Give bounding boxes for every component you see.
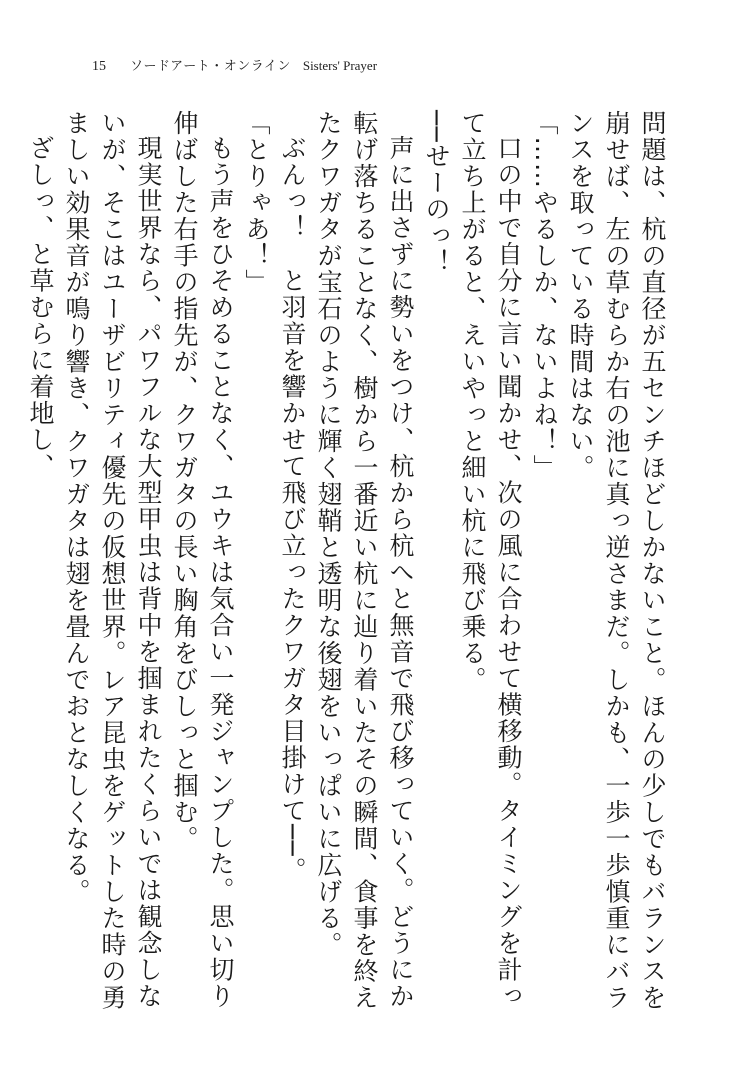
paragraph: 口の中で自分に言い聞かせ、次の風に合わせて横移動。タイミングを計って立ち上がると、えいやっと細い杭に飛び乗る。 (458, 110, 523, 1010)
paragraph: ざしっ、と草むらに着地し、 (26, 135, 55, 480)
book-title: ソードアート・オンライン (130, 59, 291, 74)
paragraph: 問題は、杭の直径が五センチほどしかないこと。ほんの少しでもバランスを崩せば、左の草むらか右の池に真っ逆さまだ。しかも、一歩一歩慎重にバランスを取っている時間はない。 (566, 110, 667, 1011)
paragraph: 「……やるしか、ないよね！」 (530, 110, 559, 481)
paragraph: 現実世界なら、パワフルな大型甲虫は背中を掴まれたくらいでは観念しないが、そこはユーザビリティ優先の仮想世界。レア昆虫をゲットした時の勇ましい効果音が鳴り響き、クワガタは翅を畳んでおとなしくなる。 (62, 110, 163, 1011)
page-number: 15 (92, 59, 106, 74)
paragraph: ──せーのっ！ (422, 110, 451, 276)
paragraph: もう声をひそめることなく、ユウキは気合い一発ジャンプした。思い切り伸ばした右手の指先が、クワガタの長い胸角をびしっと掴む。 (170, 110, 235, 1010)
running-header (92, 55, 377, 75)
paragraph: ぶんっ！ と羽音を響かせて飛び立ったクワガタ目掛けて──。 (278, 135, 307, 884)
vertical-body-text (26, 110, 670, 1025)
paragraph: 声に出さずに勢いをつけ、杭から杭へと無音で飛び移っていく。どうにか転げ落ちることなく、樹から一番近い杭に辿り着いたその瞬間、食事を終えたクワガタが宝石のように輝く翅鞘と透明な後翅をいっぱいに広げる。 (314, 110, 415, 1011)
paragraph: 「とりゃあ！」 (242, 110, 271, 296)
chapter-title: Sisters' Prayer (302, 58, 378, 73)
